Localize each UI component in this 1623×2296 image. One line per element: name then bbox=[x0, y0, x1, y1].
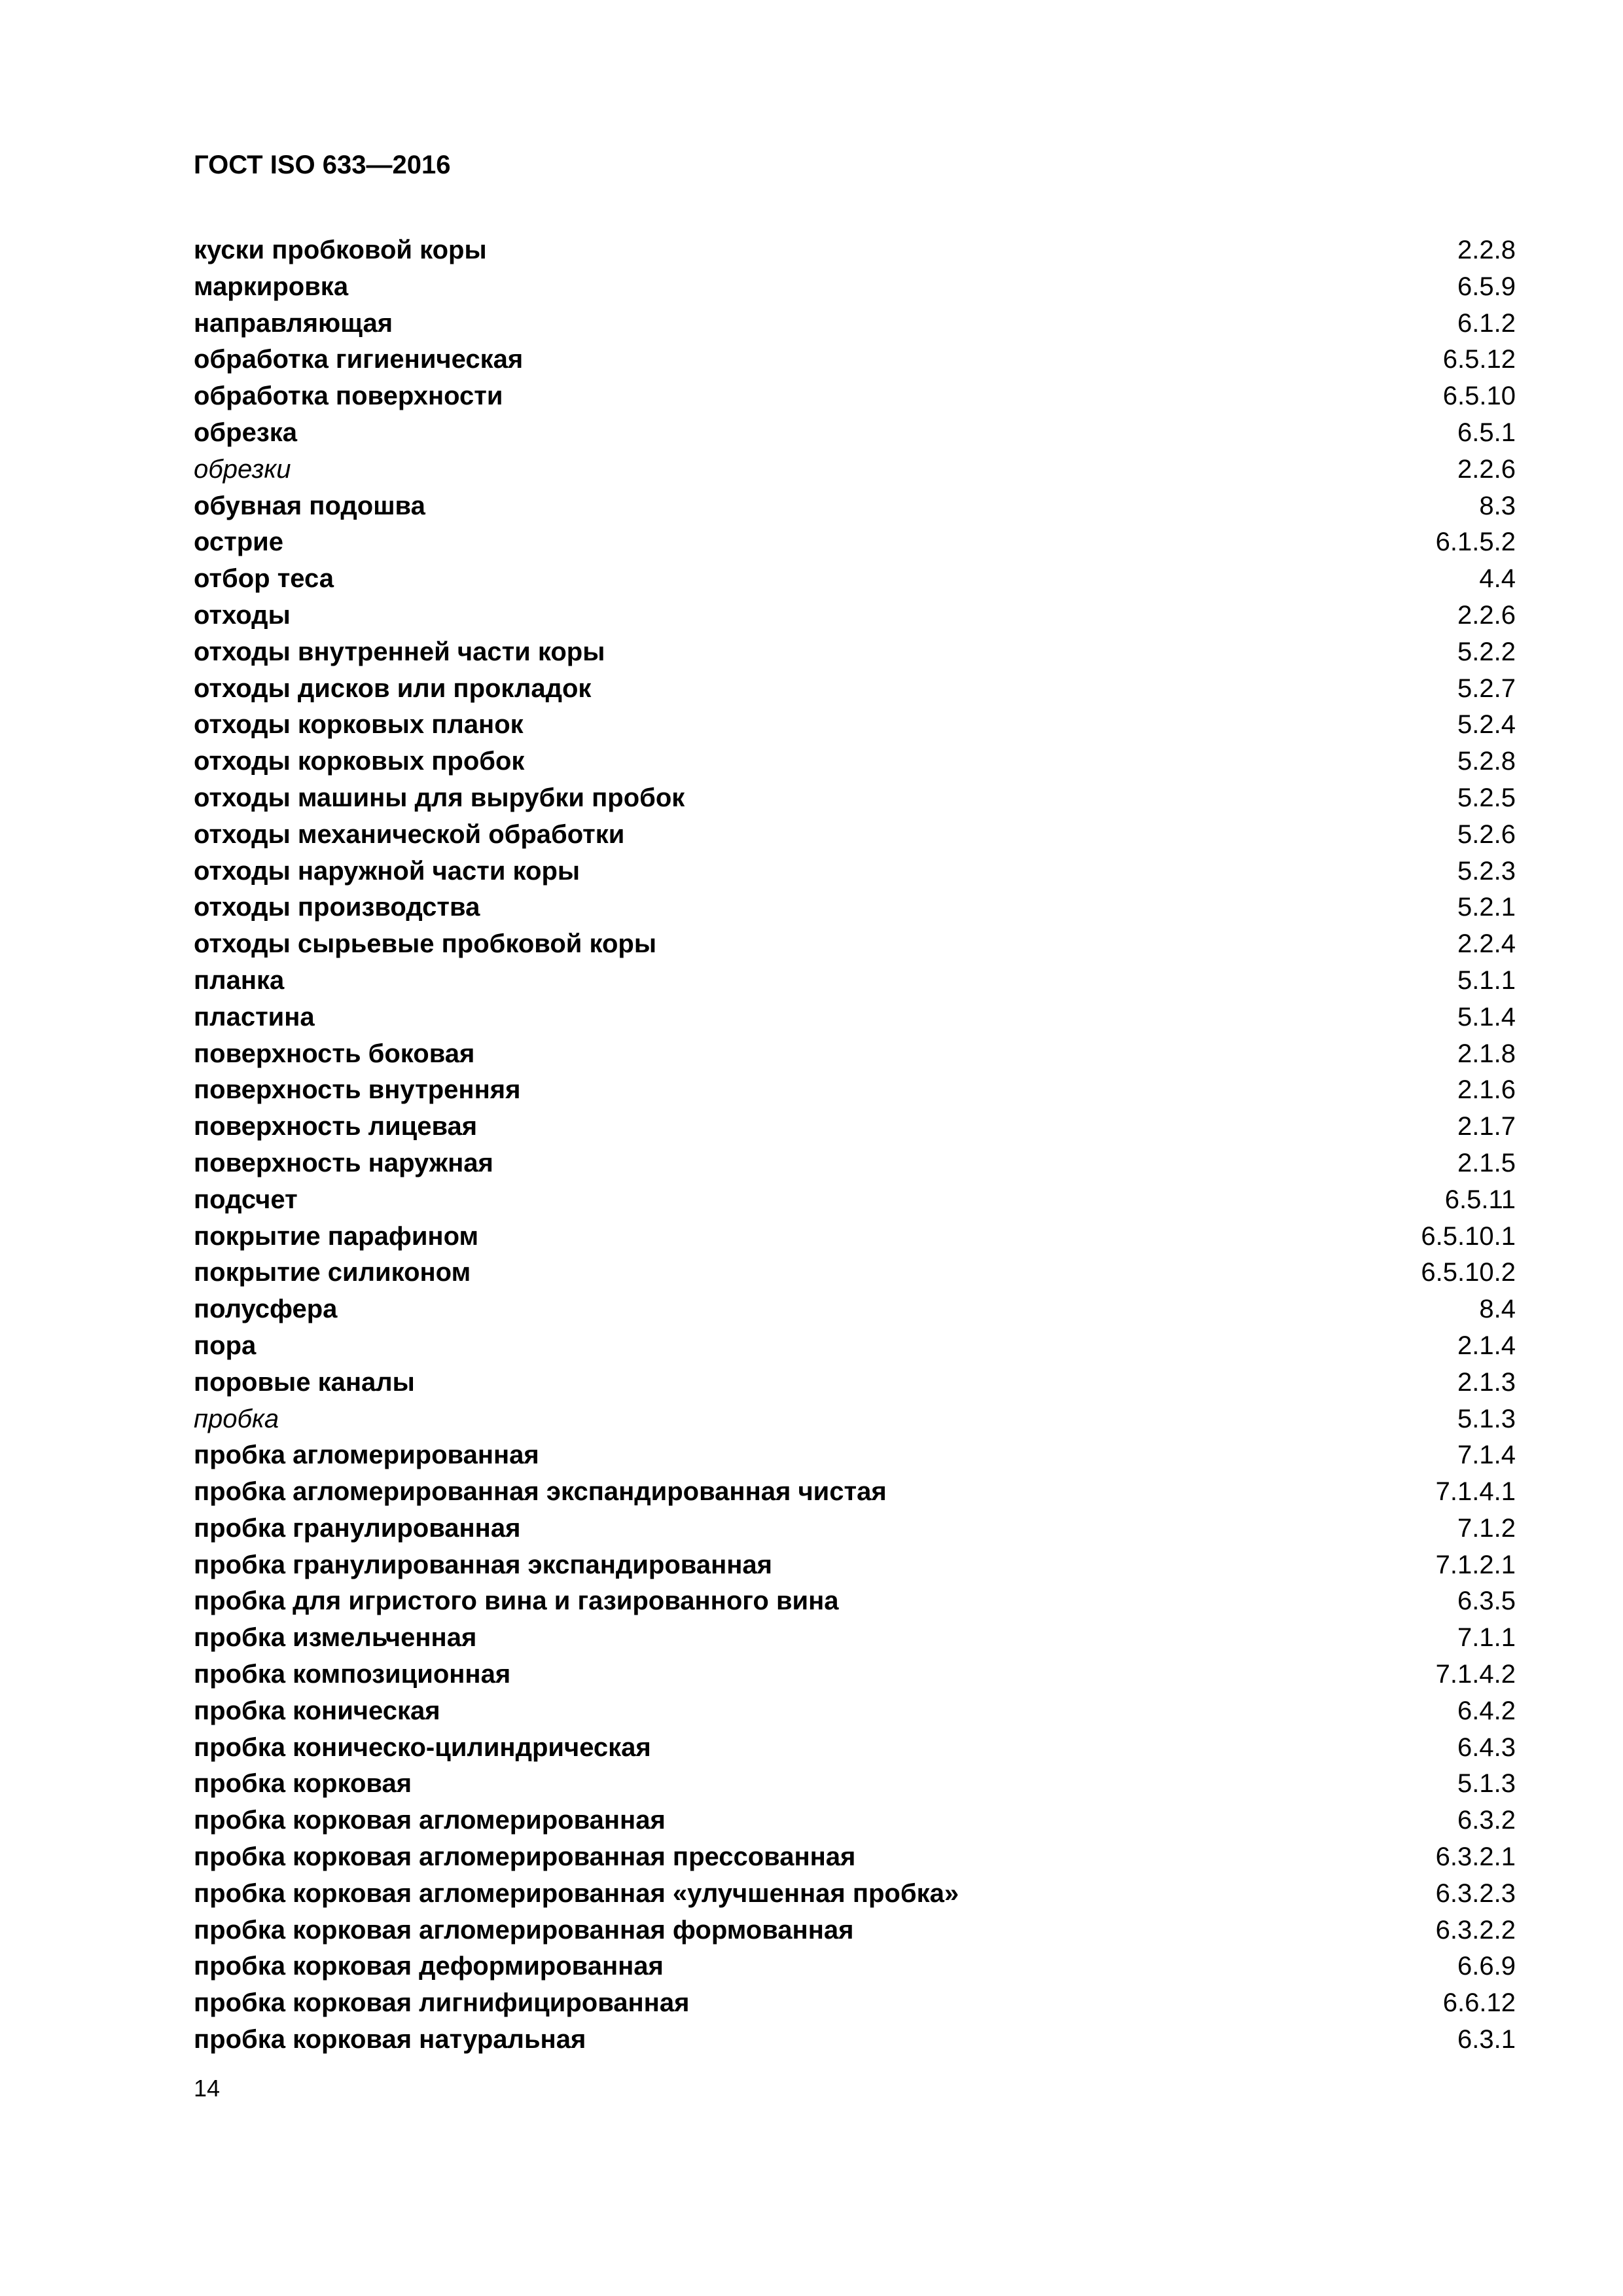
index-entry bbox=[194, 1766, 1516, 1803]
term-index-list bbox=[194, 232, 1516, 2058]
index-reference: 6.5.11 bbox=[1444, 1185, 1516, 1214]
index-entry bbox=[194, 1255, 1516, 1291]
index-term: пробка bbox=[194, 1404, 279, 1433]
index-entry bbox=[194, 269, 1516, 306]
index-term: пробка коническая bbox=[194, 1696, 440, 1725]
index-reference: 2.2.6 bbox=[1457, 454, 1516, 484]
index-term: обработка гигиеническая bbox=[194, 345, 524, 374]
index-term: пробка корковая лигнифицированная bbox=[194, 1988, 690, 2018]
index-term: покрытие силиконом bbox=[194, 1258, 471, 1287]
index-entry bbox=[194, 378, 1516, 415]
index-reference: 5.2.7 bbox=[1457, 673, 1516, 703]
index-entry bbox=[194, 1876, 1516, 1912]
index-reference: 7.1.2.1 bbox=[1435, 1550, 1516, 1579]
index-entry bbox=[194, 999, 1516, 1036]
index-entry bbox=[194, 561, 1516, 598]
index-reference: 6.5.1 bbox=[1457, 418, 1516, 447]
index-entry bbox=[194, 634, 1516, 671]
index-reference: 6.5.12 bbox=[1442, 345, 1516, 374]
index-reference: 6.3.2 bbox=[1457, 1806, 1516, 1835]
index-entry bbox=[194, 1072, 1516, 1109]
index-term: поверхность наружная bbox=[194, 1148, 493, 1177]
index-entry bbox=[194, 306, 1516, 342]
index-entry bbox=[194, 2022, 1516, 2058]
index-term: поверхность лицевая bbox=[194, 1112, 478, 1141]
index-reference: 5.2.8 bbox=[1457, 747, 1516, 776]
index-entry bbox=[194, 853, 1516, 890]
index-term: пробка композиционная bbox=[194, 1660, 511, 1689]
index-entry bbox=[194, 963, 1516, 999]
index-term: пора bbox=[194, 1331, 257, 1360]
index-entry bbox=[194, 1803, 1516, 1839]
index-reference: 5.2.1 bbox=[1457, 893, 1516, 922]
index-reference: 6.1.5.2 bbox=[1435, 528, 1516, 557]
index-term: пробка измельченная bbox=[194, 1623, 477, 1653]
index-term: обувная подошва bbox=[194, 491, 425, 520]
index-term: пробка агломерированная экспандированная чистая bbox=[194, 1477, 887, 1507]
index-term: пробка корковая агломерированная прессованная bbox=[194, 1842, 856, 1872]
index-entry bbox=[194, 1730, 1516, 1767]
index-reference: 2.1.3 bbox=[1457, 1367, 1516, 1397]
index-entry bbox=[194, 1109, 1516, 1145]
index-reference: 5.1.3 bbox=[1457, 1769, 1516, 1799]
index-entry bbox=[194, 488, 1516, 525]
index-term: пробка для игристого вина и газированного вина bbox=[194, 1587, 839, 1616]
index-term: пробка коническо-цилиндрическая bbox=[194, 1732, 651, 1762]
index-entry bbox=[194, 744, 1516, 780]
index-reference: 5.2.6 bbox=[1457, 819, 1516, 849]
index-reference: 7.1.2 bbox=[1457, 1513, 1516, 1543]
index-reference: 4.4 bbox=[1479, 564, 1516, 594]
page-number: 14 bbox=[194, 2075, 221, 2102]
index-reference: 5.2.2 bbox=[1457, 637, 1516, 666]
index-reference: 7.1.4.2 bbox=[1435, 1660, 1516, 1689]
index-entry bbox=[194, 1948, 1516, 1985]
index-reference: 6.6.9 bbox=[1457, 1952, 1516, 1981]
index-reference: 2.1.5 bbox=[1457, 1148, 1516, 1177]
index-term: поверхность боковая bbox=[194, 1039, 475, 1068]
index-term: пробка корковая натуральная bbox=[194, 2025, 586, 2054]
index-reference: 5.2.5 bbox=[1457, 783, 1516, 812]
index-reference: 6.3.1 bbox=[1457, 2025, 1516, 2054]
index-term: полусфера bbox=[194, 1295, 338, 1324]
index-reference: 2.1.7 bbox=[1457, 1112, 1516, 1141]
index-reference: 8.4 bbox=[1479, 1295, 1516, 1324]
index-reference: 5.1.1 bbox=[1457, 965, 1516, 995]
index-reference: 6.3.2.1 bbox=[1435, 1842, 1516, 1872]
index-reference: 2.1.8 bbox=[1457, 1039, 1516, 1068]
index-reference: 6.5.9 bbox=[1457, 272, 1516, 301]
index-entry bbox=[194, 1547, 1516, 1584]
index-term: подсчет bbox=[194, 1185, 298, 1214]
index-term: пробка корковая агломерированная bbox=[194, 1806, 666, 1835]
index-entry bbox=[194, 1693, 1516, 1730]
index-reference: 2.2.6 bbox=[1457, 600, 1516, 630]
index-reference: 6.3.2.3 bbox=[1435, 1878, 1516, 1908]
index-entry bbox=[194, 1985, 1516, 2022]
index-entry bbox=[194, 1219, 1516, 1255]
index-term: отходы внутренней части коры bbox=[194, 637, 605, 666]
index-reference: 2.1.4 bbox=[1457, 1331, 1516, 1360]
index-entry bbox=[194, 524, 1516, 561]
index-term: отходы bbox=[194, 600, 291, 630]
index-term: отходы дисков или прокладок bbox=[194, 673, 592, 703]
index-reference: 5.2.3 bbox=[1457, 856, 1516, 886]
index-term: пластина bbox=[194, 1002, 315, 1031]
index-reference: 6.5.10.2 bbox=[1421, 1258, 1516, 1287]
index-entry bbox=[194, 415, 1516, 452]
index-term: отходы механической обработки bbox=[194, 819, 625, 849]
index-term: маркировка bbox=[194, 272, 349, 301]
index-reference: 6.3.2.2 bbox=[1435, 1915, 1516, 1945]
index-reference: 6.1.2 bbox=[1457, 308, 1516, 338]
index-entry bbox=[194, 926, 1516, 963]
index-reference: 6.3.5 bbox=[1457, 1587, 1516, 1616]
index-reference: 5.2.4 bbox=[1457, 710, 1516, 740]
index-reference: 8.3 bbox=[1479, 491, 1516, 520]
index-entry bbox=[194, 1474, 1516, 1511]
index-entry bbox=[194, 1182, 1516, 1219]
index-entry bbox=[194, 1912, 1516, 1949]
index-term: планка bbox=[194, 965, 285, 995]
index-term: поверхность внутренняя bbox=[194, 1075, 521, 1105]
index-entry bbox=[194, 1328, 1516, 1365]
index-term: отходы сырьевые пробковой коры bbox=[194, 929, 657, 959]
index-term: отходы корковых пробок bbox=[194, 747, 525, 776]
index-term: пробка гранулированная экспандированная bbox=[194, 1550, 772, 1579]
index-reference: 5.1.4 bbox=[1457, 1002, 1516, 1031]
index-term: отходы наружной части коры bbox=[194, 856, 580, 886]
index-entry bbox=[194, 1511, 1516, 1547]
index-term: пробка корковая деформированная bbox=[194, 1952, 664, 1981]
index-term: обработка поверхности bbox=[194, 382, 503, 411]
index-entry bbox=[194, 671, 1516, 708]
index-entry bbox=[194, 780, 1516, 817]
index-entry bbox=[194, 342, 1516, 378]
index-reference: 6.4.2 bbox=[1457, 1696, 1516, 1725]
index-entry bbox=[194, 889, 1516, 926]
index-reference: 7.1.4 bbox=[1457, 1441, 1516, 1470]
index-term: куски пробковой коры bbox=[194, 236, 487, 264]
index-entry bbox=[194, 598, 1516, 634]
index-term: обрезка bbox=[194, 418, 297, 447]
index-entry bbox=[194, 707, 1516, 744]
index-term: пробка корковая bbox=[194, 1769, 412, 1799]
index-entry bbox=[194, 1583, 1516, 1620]
index-term: пробка корковая агломерированная формованная bbox=[194, 1915, 854, 1945]
index-entry bbox=[194, 1291, 1516, 1328]
index-term: направляющая bbox=[194, 308, 393, 338]
index-term: поровые каналы bbox=[194, 1367, 415, 1397]
index-reference: 6.4.3 bbox=[1457, 1732, 1516, 1762]
index-entry bbox=[194, 1036, 1516, 1073]
index-term: отбор теса bbox=[194, 564, 334, 594]
index-term: отходы машины для вырубки пробок bbox=[194, 783, 685, 812]
index-entry bbox=[194, 1839, 1516, 1876]
index-entry bbox=[194, 1365, 1516, 1401]
index-term: пробка гранулированная bbox=[194, 1513, 521, 1543]
index-entry bbox=[194, 1657, 1516, 1693]
index-reference: 2.2.8 bbox=[1457, 236, 1516, 264]
index-term: обрезки bbox=[194, 454, 291, 484]
index-entry bbox=[194, 232, 1516, 269]
index-reference: 7.1.4.1 bbox=[1435, 1477, 1516, 1507]
index-entry bbox=[194, 1437, 1516, 1474]
index-entry bbox=[194, 817, 1516, 853]
index-term: отходы производства bbox=[194, 893, 480, 922]
index-entry bbox=[194, 452, 1516, 488]
index-term: пробка агломерированная bbox=[194, 1441, 539, 1470]
index-term: покрытие парафином bbox=[194, 1221, 479, 1251]
index-reference: 5.1.3 bbox=[1457, 1404, 1516, 1433]
index-reference: 6.5.10 bbox=[1442, 382, 1516, 411]
index-term: пробка корковая агломерированная «улучшенная пробка» bbox=[194, 1878, 959, 1908]
index-term: острие bbox=[194, 528, 284, 557]
index-entry bbox=[194, 1620, 1516, 1657]
index-entry bbox=[194, 1145, 1516, 1182]
index-reference: 7.1.1 bbox=[1457, 1623, 1516, 1653]
document-header: ГОСТ ISO 633—2016 bbox=[194, 151, 451, 179]
index-reference: 6.6.12 bbox=[1442, 1988, 1516, 2018]
index-reference: 2.2.4 bbox=[1457, 929, 1516, 959]
index-entry bbox=[194, 1401, 1516, 1438]
index-reference: 6.5.10.1 bbox=[1421, 1221, 1516, 1251]
index-reference: 2.1.6 bbox=[1457, 1075, 1516, 1105]
index-term: отходы корковых планок bbox=[194, 710, 524, 740]
